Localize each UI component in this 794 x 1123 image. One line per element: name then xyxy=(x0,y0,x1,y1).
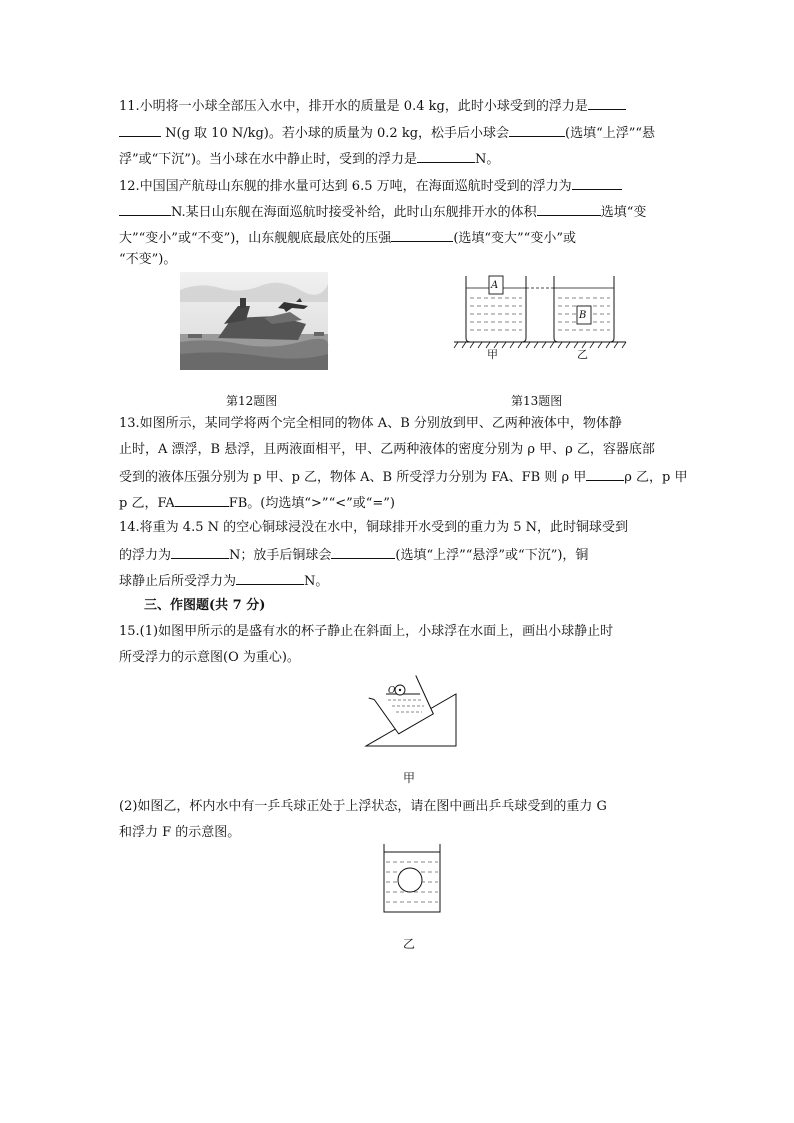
q14-line2: 的浮力为 N；放手后铜球会 (选填“上浮”“悬浮”或“下沉”)，铜 xyxy=(119,548,589,563)
q13-line4: p 乙，FA FB。(均选填“>”“<”或“=”) xyxy=(119,496,396,511)
fig12-caption: 第12题图 xyxy=(226,394,278,408)
q11-answer-blank-1b[interactable] xyxy=(119,124,161,137)
q12-line4: “不变”)。 xyxy=(119,252,177,267)
fig15-yi-caption: 乙 xyxy=(403,937,416,951)
fig15-jia-caption: 甲 xyxy=(403,771,416,785)
q12-line1: 12.中国国产航母山东舰的排水量可达到 6.5 万吨，在海面巡航时受到的浮力为 xyxy=(119,177,679,195)
q15-part1-line2: 所受浮力的示意图(O 为重心)。 xyxy=(119,650,300,665)
fig15-o-label: O xyxy=(388,686,396,696)
section-3-heading: 三、作图题(共 7 分) xyxy=(144,598,266,613)
fig13-containers-diagram xyxy=(452,272,628,370)
fig13-label-a: A xyxy=(491,280,499,291)
fig13-label-jia: 甲 xyxy=(487,348,498,361)
fig13-caption: 第13题图 xyxy=(511,394,563,408)
q13-answer-blank-1[interactable] xyxy=(586,468,624,481)
q15-part2-line1: (2)如图乙，杯内水中有一乒乓球正处于上浮状态，请在图中画出乒乓球受到的重力 G xyxy=(119,799,607,814)
q13-line3: 受到的液体压强分别为 p 甲、p 乙，物体 A、B 所受浮力分别为 FA、FB 则 ρ 甲 ρ 乙，p 甲 xyxy=(119,470,688,485)
q11-answer-blank-3[interactable] xyxy=(417,150,475,163)
q11-line1: 11.小明将一小球全部压入水中，排开水的质量是 0.4 kg，此时小球受到的浮力是 xyxy=(119,97,679,115)
fig13-label-yi: 乙 xyxy=(577,348,588,361)
q11-line3: 浮”或“下沉”)。当小球在水中静止时，受到的浮力是 N。 xyxy=(119,152,500,167)
aircraft-carrier-photo xyxy=(180,272,328,370)
q14-line1: 14.将重为 4.5 N 的空心铜球浸没在水中，铜球排开水受到的重力为 5 N，此时铜球受到 xyxy=(119,520,629,535)
q12-answer-blank-2[interactable] xyxy=(537,203,601,216)
fig15-jia-incline-cup xyxy=(362,670,462,750)
q14-answer-blank-2[interactable] xyxy=(331,546,395,559)
q12-answer-blank-3[interactable] xyxy=(391,229,453,242)
fig13-label-b: B xyxy=(579,310,587,321)
q15-part2-line2: 和浮力 F 的示意图。 xyxy=(119,825,241,840)
q12-answer-blank-1a[interactable] xyxy=(572,177,622,190)
fig15-yi-cup-with-ball xyxy=(380,842,444,916)
q12-answer-blank-1b[interactable] xyxy=(119,203,171,216)
q11-answer-blank-2[interactable] xyxy=(509,124,565,137)
ping-pong-ball xyxy=(398,868,422,892)
q13-line2: 止时，A 漂浮，B 悬浮，且两液面相平，甲、乙两种液体的密度分别为 ρ 甲、ρ 乙，容器底部 xyxy=(119,442,655,457)
q12-line2: N.某日山东舰在海面巡航时接受补给，此时山东舰排开水的体积 选填“变 xyxy=(119,203,679,221)
q13-line1: 13.如图所示，某同学将两个完全相同的物体 A、B 分别放到甲、乙两种液体中，物体静 xyxy=(119,416,622,431)
q11-line2: N(g 取 10 N/kg)。若小球的质量为 0.2 kg，松手后小球会 (选填“上浮”“悬 xyxy=(119,124,679,142)
q14-answer-blank-3[interactable] xyxy=(236,572,304,585)
q12-line3: 大”“变小”或“不变”)，山东舰舰底最底处的压强 (选填“变大”“变小”或 xyxy=(119,231,576,246)
q14-line3: 球静止后所受浮力为 N。 xyxy=(119,574,329,589)
q15-part1-line1: 15.(1)如图甲所示的是盛有水的杯子静止在斜面上，小球浮在水面上，画出小球静止时 xyxy=(119,624,614,639)
q11-answer-blank-1a[interactable] xyxy=(588,97,626,110)
q14-answer-blank-1[interactable] xyxy=(171,546,229,559)
q13-answer-blank-2[interactable] xyxy=(175,494,229,507)
